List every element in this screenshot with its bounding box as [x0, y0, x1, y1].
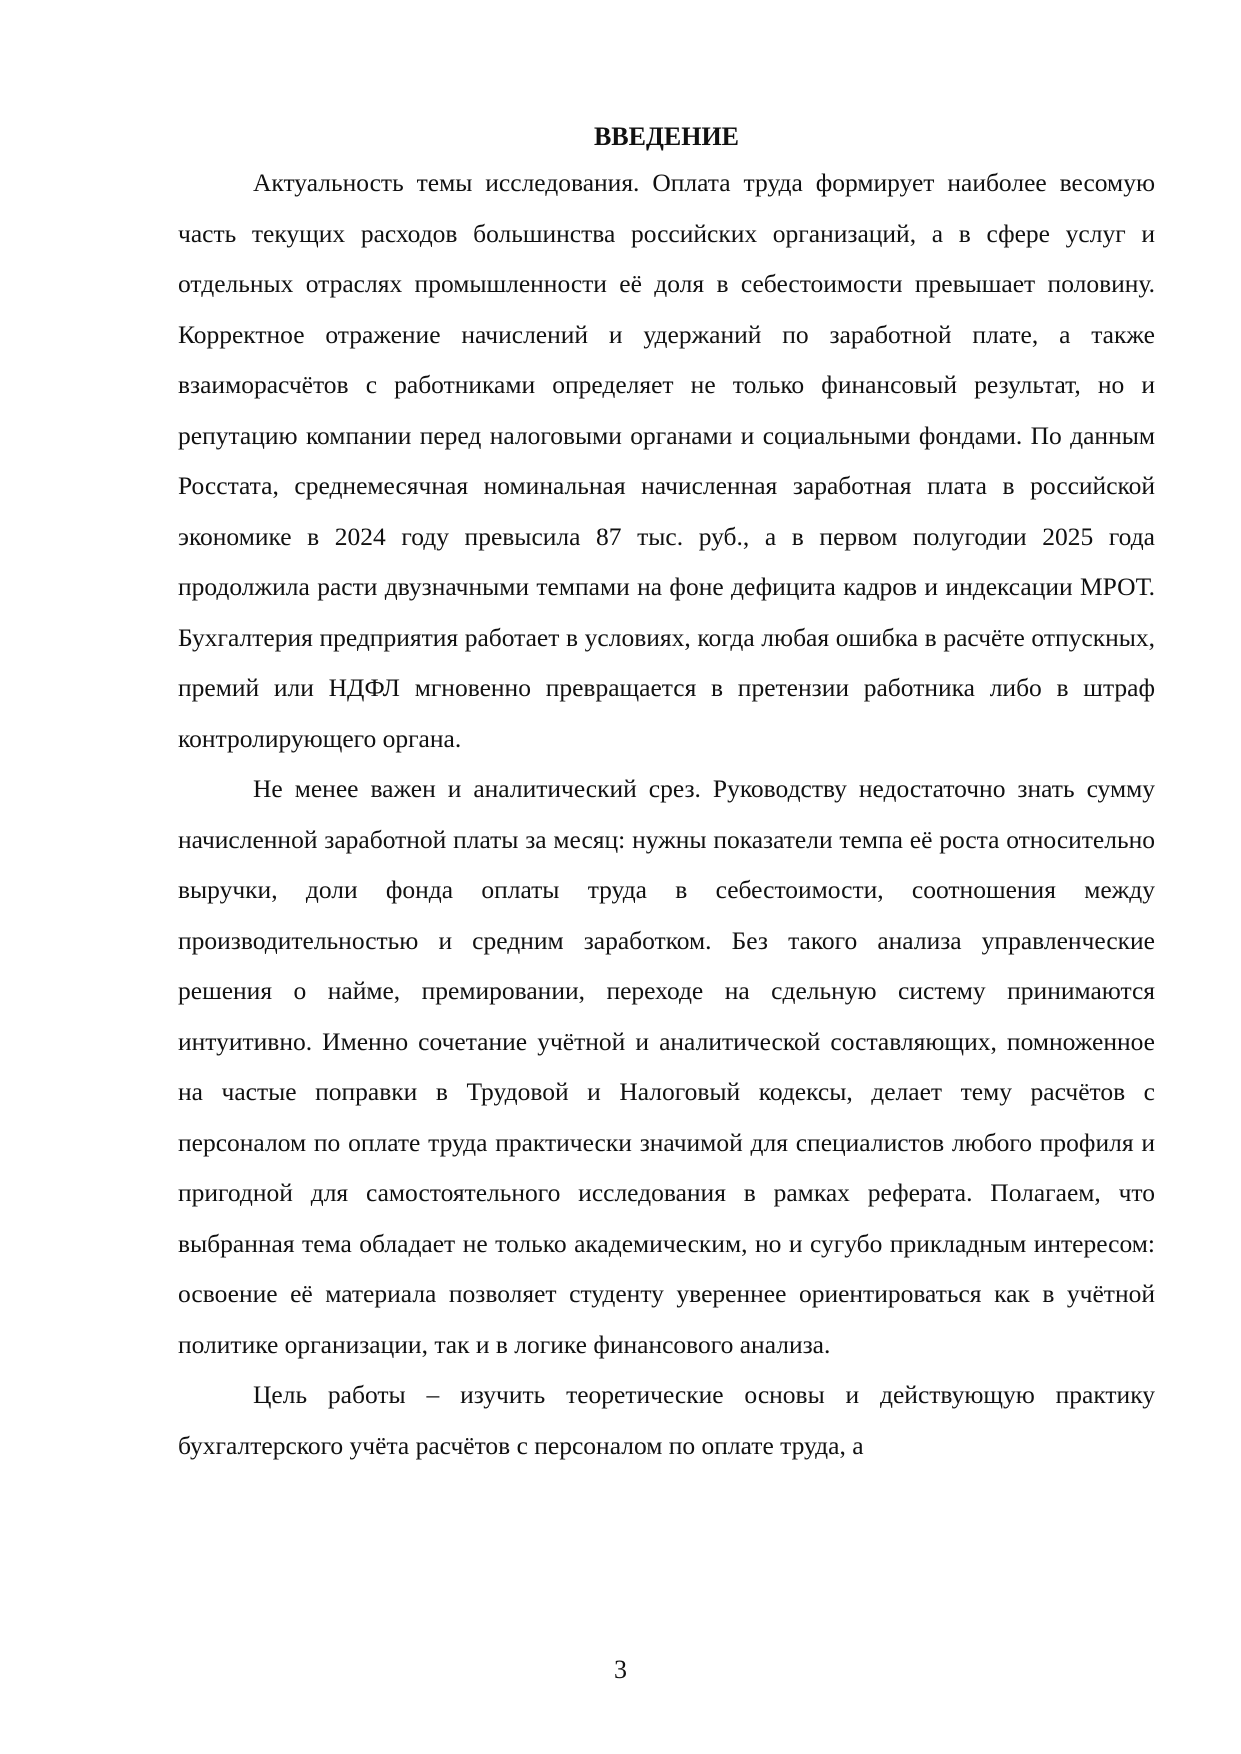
section-heading: ВВЕДЕНИЕ — [593, 122, 740, 151]
page-content — [178, 118, 1155, 1471]
page-number: 3 — [614, 1655, 627, 1684]
paragraph-goal: Цель работы – изучить теоретические основы и действующую практику бухгалтерского учёта расчётов с персоналом по оплате труда, а — [178, 1380, 1155, 1460]
paragraph-analytics: Не менее важен и аналитический срез. Руководству недостаточно знать сумму начисленной заработной платы за месяц: нужны показатели темпа её роста относительно выручки, доли фонда оплаты труда в себестоимости, соотношения между производительностью и средним заработком. Без такого анализа управленческие решения о найме, премировании, переходе на сдельную систему принимаются интуитивно. Именно сочетание учётной и аналитической составляющих, помноженное на частые поправки в Трудовой и Налоговый кодексы, делает тему расчётов с персоналом по оплате труда практически значимой для специалистов любого профиля и пригодной для самостоятельного исследования в рамках реферата. Полагаем, что выбранная тема обладает не только академическим, но и сугубо прикладным интересом: освоение её материала позволяет студенту увереннее ориентироваться как в учётной политике организации, так и в логике финансового анализа. — [178, 774, 1155, 1359]
paragraph-relevance: Актуальность темы исследования. Оплата труда формирует наиболее весомую часть текущих расходов большинства российских организаций, а в сфере услуг и отдельных отраслях промышленности её доля в себестоимости превышает половину. Корректное отражение начислений и удержаний по заработной плате, а также взаиморасчётов с работниками определяет не только финансовый результат, но и репутацию компании перед налоговыми органами и социальными фондами. По данным Росстата, среднемесячная номинальная начисленная заработная плата в российской экономике в 2024 году превысила 87 тыс. руб., а в первом полугодии 2025 года продолжила расти двузначными темпами на фоне дефицита кадров и индексации МРОТ. Бухгалтерия предприятия работает в условиях, когда любая ошибка в расчёте отпускных, премий или НДФЛ мгновенно превращается в претензии работника либо в штраф контролирующего органа. — [178, 168, 1155, 753]
